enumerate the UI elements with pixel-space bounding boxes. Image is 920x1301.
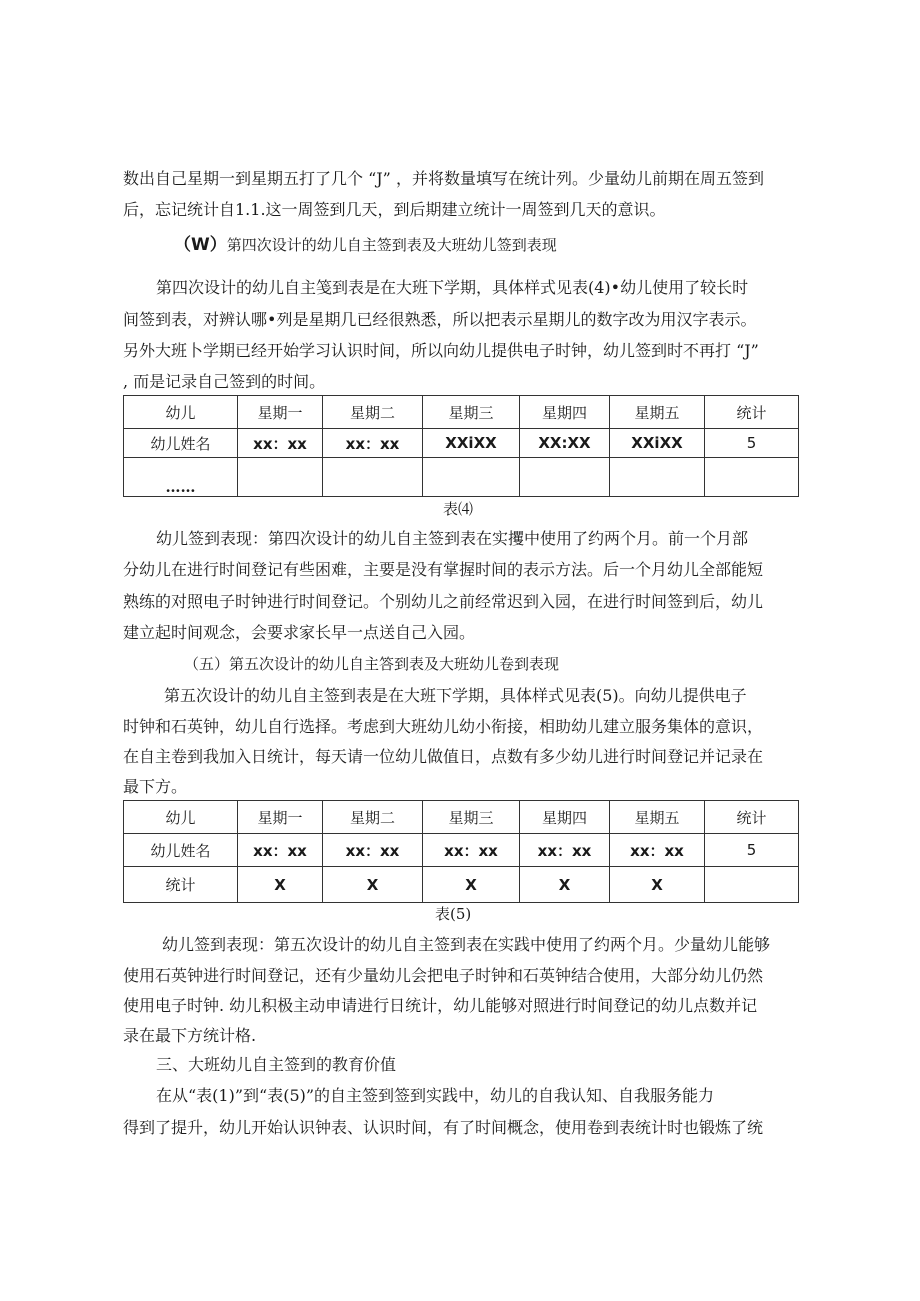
paragraph-line: 得到了提升，幼儿开始认识钟表、认识时间，有了时间概念，使用卷到表统计时也锻炼了统 [123, 1118, 764, 1137]
header-cell: 幼儿 [124, 396, 238, 429]
paragraph-line: 时钟和石英钟，幼儿自行选择。考虑到大班幼儿幼小衔接，相助幼儿建立服务集体的意识， [123, 717, 764, 736]
table-cell: xx：xx [610, 834, 705, 867]
table-header-row [124, 396, 799, 429]
table-cell [520, 458, 610, 497]
paragraph-line: 熟练的对照电子时钟进行时间登记。个别幼儿之前经常迟到入园，在进行时间签到后，幼儿 [123, 592, 764, 611]
paragraph-line: 幼儿签到表现：第五次设计的幼儿自主签到表在实践中使用了约两个月。少量幼儿能够 [162, 935, 771, 954]
sign-in-table-4 [123, 395, 799, 497]
table-cell [238, 458, 323, 497]
paragraph-line: 在自主卷到我加入日统计，每天请一位幼儿做值日，点数有多少幼儿进行时间登记并记录在 [123, 747, 764, 766]
table-cell: xx：xx [238, 429, 323, 458]
table-cell: 幼儿姓名 [124, 429, 238, 458]
table-cell [610, 458, 705, 497]
header-cell: 星期三 [423, 801, 520, 834]
header-cell: 星期二 [323, 801, 423, 834]
table-cell: XXiXX [423, 429, 520, 458]
paragraph-line: 最下方。 [123, 777, 188, 796]
paragraph-line: 分幼儿在进行时间登记有些困难，主要是没有掌握时间的表示方法。后一个月幼儿全部能短 [123, 560, 764, 579]
table-cell [423, 458, 520, 497]
header-cell: 星期一 [238, 801, 323, 834]
table-cell: 5 [705, 834, 799, 867]
table-cell: X [238, 867, 323, 903]
table-cell: 5 [705, 429, 799, 458]
header-cell: 星期一 [238, 396, 323, 429]
paragraph-line: 建立起时间观念，会要求家长早一点送自己入园。 [123, 623, 476, 642]
header-cell: 星期四 [520, 801, 610, 834]
table-row [124, 867, 799, 903]
paragraph-line: 使用石英钟进行时间登记，还有少量幼儿会把电子时钟和石英钟结合使用，大部分幼儿仍然 [123, 966, 764, 985]
heading-mark: （W） [174, 235, 227, 255]
header-cell: 星期三 [423, 396, 520, 429]
table-cell: 幼儿姓名 [124, 834, 238, 867]
table-header-row [124, 801, 799, 834]
table-row [124, 429, 799, 458]
paragraph-line: 数出自己星期一到星期五打了几个 “J” ，并将数量填写在统计列。少量幼儿前期在周五签到 [123, 169, 764, 188]
table-cell: X [520, 867, 610, 903]
table-cell: xx：xx [520, 834, 610, 867]
table-caption: 表⑷ [443, 500, 474, 518]
paragraph-line: 幼儿签到表现：第四次设计的幼儿自主签到表在实攫中使用了约两个月。前一个月部 [156, 529, 749, 548]
table-cell: …… [124, 458, 238, 497]
paragraph-line: 在从“表(1)”到“表(5)”的自主签到签到实践中，幼儿的自我认知、自我服务能力 [156, 1086, 715, 1105]
header-cell: 星期五 [610, 396, 705, 429]
table-row [124, 458, 799, 497]
paragraph-line: 后，忘记统计自1.1.这一周签到几天，到后期建立统计一周签到几天的意识。 [123, 200, 666, 219]
table-cell [323, 458, 423, 497]
table-cell: XXiXX [610, 429, 705, 458]
paragraph-line: 另外大班卜学期已经开始学习认识时间，所以向幼儿提供电子时钟，幼儿签到时不再打 “J” [123, 341, 759, 360]
table-row [124, 834, 799, 867]
paragraph-line: 第五次设计的幼儿自主签到表是在大班下学期，具体样式见表(5)。向幼儿提供电子 [164, 686, 747, 705]
paragraph-line: 使用电子时钟. 幼儿积极主动申请进行日统计，幼儿能够对照进行时间登记的幼儿点数并记 [123, 996, 758, 1015]
paragraph-line: , 而是记录自己签到的时间。 [123, 372, 326, 391]
paragraph-line: 第四次设计的幼儿自主笺到表是在大班下学期，具体样式见表(4)•幼儿使用了较长时 [156, 278, 749, 297]
header-cell: 星期五 [610, 801, 705, 834]
header-cell: 幼儿 [124, 801, 238, 834]
table-cell [705, 867, 799, 903]
table-cell [705, 458, 799, 497]
header-cell: 星期二 [323, 396, 423, 429]
section-heading-5: （五）第五次设计的幼儿自主答到表及大班幼儿卷到表现 [184, 655, 560, 673]
table-cell: xx：xx [423, 834, 520, 867]
table-cell: X [323, 867, 423, 903]
sign-in-table-5 [123, 800, 799, 903]
heading-text: 第四次设计的幼儿自主签到表及大班幼儿签到表现 [226, 236, 557, 254]
section-title: 三、大班幼儿自主签到的教育价值 [156, 1055, 397, 1074]
table-cell: XX:XX [520, 429, 610, 458]
section-heading-4 [174, 234, 557, 256]
table-cell: xx：xx [323, 429, 423, 458]
table-cell: xx：xx [323, 834, 423, 867]
table-caption: 表(5) [435, 905, 472, 923]
table-cell: X [610, 867, 705, 903]
header-cell: 星期四 [520, 396, 610, 429]
header-cell: 统计 [705, 801, 799, 834]
table-cell: 统计 [124, 867, 238, 903]
header-cell: 统计 [705, 396, 799, 429]
table-cell: X [423, 867, 520, 903]
table-cell: xx：xx [238, 834, 323, 867]
paragraph-line: 间签到表，对辨认哪•列是星期几已经很熟悉，所以把表示星期儿的数字改为用汉字表示。 [123, 310, 757, 329]
paragraph-line: 录在最下方统计格. [123, 1026, 257, 1045]
